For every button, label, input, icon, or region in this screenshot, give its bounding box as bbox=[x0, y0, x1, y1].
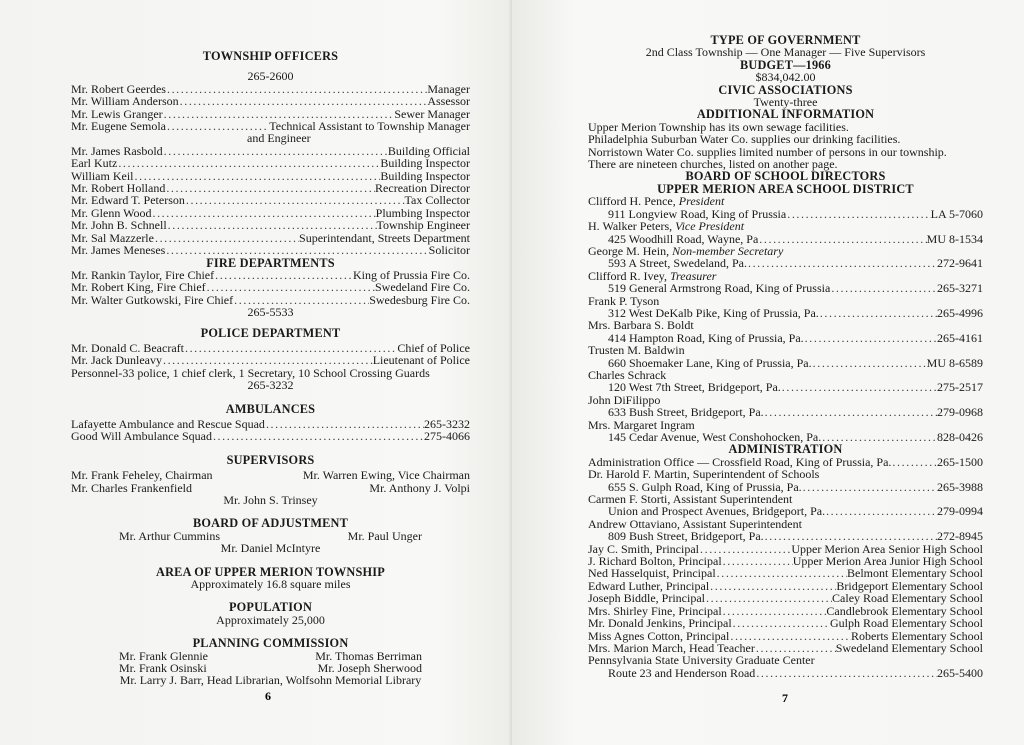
supervisors-row bbox=[71, 469, 470, 481]
dot-leader bbox=[179, 95, 428, 107]
ambulance-row-label: Good Will Ambulance Squad bbox=[71, 429, 212, 444]
additional-info-line: Philadelphia Suburban Water Co. supplies our drinking facilities. bbox=[588, 132, 901, 147]
administrator-address-row-value: 279-0994 bbox=[937, 504, 983, 519]
supervisors-heading: SUPERVISORS bbox=[226, 452, 315, 467]
dot-leader bbox=[265, 418, 424, 430]
principal-row bbox=[588, 567, 983, 579]
spacer bbox=[71, 555, 470, 566]
director-address-row-value: 265-3271 bbox=[937, 281, 983, 296]
dot-leader bbox=[891, 456, 937, 468]
school-district-heading: UPPER MERION AREA SCHOOL DISTRICT bbox=[657, 181, 914, 196]
principal-row-value: Swedeland Elementary School bbox=[835, 640, 983, 655]
officer-row-label: Mr. John B. Schnell bbox=[71, 218, 167, 233]
dot-leader bbox=[165, 244, 428, 256]
government-value: 2nd Class Township — One Manager — Five Supervisors bbox=[645, 45, 926, 60]
dot-leader bbox=[802, 481, 937, 493]
administration-office-row-label: Administration Office — Crossfield Road, King of Prussia, Pa. bbox=[588, 454, 892, 469]
ambulance-row-value: 275-4066 bbox=[424, 429, 470, 444]
police-row-value: Chief of Police bbox=[397, 340, 470, 355]
planning-row-a: Mr. Frank Osinski bbox=[119, 661, 207, 676]
planning-row-b: Mr. Joseph Sherwood bbox=[317, 661, 422, 676]
principal-row-value: Caley Road Elementary School bbox=[832, 591, 983, 606]
ambulance-row-label: Lafayette Ambulance and Rescue Squad bbox=[71, 416, 265, 431]
additional-info-line: Norristown Water Co. supplies limited number of persons in our township. bbox=[588, 144, 947, 159]
principal-row-label: Miss Agnes Cotton, Principal bbox=[588, 628, 730, 643]
page-number-left: 6 bbox=[265, 689, 271, 703]
principal-row-label: Mrs. Shirley Fine, Principal bbox=[588, 603, 722, 618]
director-name: John DiFilippo bbox=[588, 392, 661, 407]
principal-row-value: Upper Merion Area Senior High School bbox=[791, 541, 983, 556]
dot-leader bbox=[134, 170, 381, 182]
director-address-row-value: LA 5-7060 bbox=[930, 206, 983, 221]
officer-row-value: Assessor bbox=[427, 94, 470, 109]
officer-row-label: Mr. Glenn Wood bbox=[71, 205, 152, 220]
principal-row bbox=[588, 617, 983, 629]
officer-row-label: Mr. James Meneses bbox=[71, 243, 166, 258]
area-heading: AREA OF UPPER MERION TOWNSHIP bbox=[156, 564, 385, 579]
principal-row-label: Mrs. Marion March, Head Teacher bbox=[588, 640, 755, 655]
officer-row-label: Mr. William Anderson bbox=[71, 94, 179, 109]
additional-info-line: There are nineteen churches, listed on another page. bbox=[588, 157, 838, 172]
director-address-row-value: 265-4996 bbox=[937, 305, 983, 320]
administrator-address-row-label: 809 Bush Street, Bridgeport, Pa. bbox=[608, 529, 764, 544]
police-personnel: Personnel-33 police, 1 chief clerk, 1 Secretary, 10 School Crossing Guards bbox=[71, 365, 430, 380]
officer-row-value: Tax Collector bbox=[404, 193, 470, 208]
graduate-center-name: Pennsylvania State University Graduate Center bbox=[588, 653, 815, 668]
school-board-heading: BOARD OF SCHOOL DIRECTORS bbox=[685, 169, 886, 184]
dot-leader bbox=[722, 605, 827, 617]
officer-row-value: Plumbing Inspector bbox=[375, 205, 470, 220]
dot-leader bbox=[151, 207, 375, 219]
fire-chief-row bbox=[71, 281, 470, 293]
page-number-right: 7 bbox=[782, 691, 788, 705]
dot-leader bbox=[716, 567, 847, 579]
additional-information-heading: ADDITIONAL INFORMATION bbox=[696, 107, 875, 122]
officer-row bbox=[71, 157, 470, 169]
supervisor-name: Mr. John S. Trinsey bbox=[223, 493, 318, 507]
police-phone: 265-3232 bbox=[247, 378, 294, 393]
director-name: Mrs. Barbara S. Boldt bbox=[588, 318, 694, 333]
dot-leader bbox=[819, 307, 937, 319]
dot-leader bbox=[812, 357, 927, 369]
principal-row-value: Candlebrook Elementary School bbox=[826, 603, 983, 618]
officer-row-value: Superintendant, Streets Department bbox=[299, 230, 470, 245]
director-address-row-value: MU 8-1534 bbox=[926, 231, 983, 246]
dot-leader bbox=[758, 233, 926, 245]
officer-row-value: Technical Assistant to Township Manager bbox=[269, 119, 470, 134]
principal-row-label: Ned Hasselquist, Principal bbox=[588, 566, 716, 581]
administration-office-row-value: 265-1500 bbox=[937, 454, 983, 469]
adjustment-row-b: Mr. Paul Unger bbox=[347, 528, 422, 543]
principal-row-label: J. Richard Bolton, Principal bbox=[588, 554, 722, 569]
officer-row-label: Earl Kutz bbox=[71, 156, 118, 171]
director-address-row-label: 911 Longview Road, King of Prussia bbox=[608, 206, 787, 221]
officer-role-continued: and Engineer bbox=[247, 131, 311, 146]
officer-row-label: Mr. Lewis Granger bbox=[71, 106, 163, 121]
dot-leader bbox=[206, 281, 375, 293]
director-address-row-label: 660 Shoemaker Lane, King of Prussia, Pa. bbox=[608, 355, 812, 370]
administrator-address-row-value: 272-8945 bbox=[937, 529, 983, 544]
principal-row-value: Roberts Elementary School bbox=[851, 628, 983, 643]
officer-row-label: Mr. Edward T. Peterson bbox=[71, 193, 185, 208]
township-officers-phone: 265-2600 bbox=[247, 69, 294, 84]
director-title: Treasurer bbox=[670, 268, 717, 283]
director-name: Mrs. Margaret Ingram bbox=[588, 417, 695, 432]
director-name: George M. Hein, bbox=[588, 243, 670, 258]
administrator-name: Carmen F. Storti, Assistant Superintendent bbox=[588, 492, 793, 507]
police-row bbox=[71, 354, 470, 366]
administrator-address-row-label: 655 S. Gulph Road, King of Prussia, Pa. bbox=[608, 479, 802, 494]
township-officers-heading: TOWNSHIP OFFICERS bbox=[202, 49, 339, 63]
supervisors-row-b: Mr. Anthony J. Volpi bbox=[369, 480, 470, 495]
graduate-center-row-value: 265-5400 bbox=[937, 665, 983, 680]
director-address-row-label: 312 West DeKalb Pike, King of Prussia, Pa. bbox=[608, 305, 819, 320]
director-address-row-value: MU 8-6589 bbox=[926, 355, 983, 370]
board-of-adjustment-heading: BOARD OF ADJUSTMENT bbox=[192, 516, 349, 531]
officer-row-label: Mr. Robert Geerdes bbox=[71, 81, 166, 96]
fire-chief-row-value: Swedesburg Fire Co. bbox=[369, 292, 470, 307]
fire-chief-row-label: Mr. Walter Gutkowski, Fire Chief bbox=[71, 292, 234, 307]
officer-row-value: Building Inspector bbox=[380, 156, 470, 171]
planning-commission-heading: PLANNING COMMISSION bbox=[192, 636, 349, 651]
director-address-row-value: 828-0426 bbox=[937, 430, 983, 444]
right-page-content bbox=[588, 34, 983, 679]
planning-row-b: Mr. Thomas Berriman bbox=[315, 648, 422, 663]
budget-value: $834,042.00 bbox=[755, 70, 816, 85]
dot-leader bbox=[709, 580, 836, 592]
principal-row bbox=[588, 592, 983, 604]
dot-leader bbox=[764, 530, 937, 542]
dot-leader bbox=[764, 406, 937, 418]
officer-row bbox=[71, 95, 470, 107]
director-name-line bbox=[588, 344, 983, 356]
supervisors-row-b: Mr. Warren Ewing, Vice Chairman bbox=[302, 468, 470, 483]
principal-row-label: Jay C. Smith, Principal bbox=[588, 541, 699, 556]
supervisors-row-a: Mr. Charles Frankenfield bbox=[71, 480, 192, 495]
director-name: Clifford R. Ivey, bbox=[588, 268, 667, 283]
graduate-center-row-label: Route 23 and Henderson Road bbox=[608, 665, 756, 680]
dot-leader bbox=[117, 157, 380, 169]
administrator-address-row-value: 265-3988 bbox=[937, 479, 983, 494]
officer-row bbox=[71, 219, 470, 231]
fire-chief-row-value: King of Prussia Fire Co. bbox=[353, 267, 470, 282]
director-name-line bbox=[588, 220, 983, 232]
officer-row-label: Mr. James Rasbold bbox=[71, 143, 163, 158]
civic-associations-heading: CIVIC ASSOCIATIONS bbox=[718, 82, 853, 97]
planning-librarian: Mr. Larry J. Barr, Head Librarian, Wolfsohn Memorial Library bbox=[119, 673, 422, 688]
officer-row-value: Sewer Manager bbox=[394, 106, 470, 121]
additional-info-line: Upper Merion Township has its own sewage facilities. bbox=[588, 119, 849, 134]
right-page bbox=[512, 0, 1024, 745]
fire-departments-heading: FIRE DEPARTMENTS bbox=[206, 255, 335, 270]
director-address-row-value: 265-4161 bbox=[937, 330, 983, 345]
dot-leader bbox=[755, 667, 937, 679]
dot-leader bbox=[185, 194, 405, 206]
dot-leader bbox=[166, 83, 427, 95]
principal-row-value: Gulph Road Elementary School bbox=[830, 616, 983, 631]
director-title: Vice President bbox=[675, 219, 745, 234]
dot-leader bbox=[184, 342, 397, 354]
budget-heading: BUDGET—1966 bbox=[739, 57, 832, 72]
administrator-address-row-label: Union and Prospect Avenues, Bridgeport, Pa. bbox=[608, 504, 826, 519]
officer-row-value: Building Official bbox=[387, 143, 470, 158]
population-heading: POPULATION bbox=[228, 600, 313, 615]
dot-leader bbox=[162, 354, 373, 366]
dot-leader bbox=[163, 145, 388, 157]
officer-row bbox=[71, 194, 470, 206]
principal-row-value: Belmont Elementary School bbox=[847, 566, 983, 581]
director-name: Clifford H. Pence, bbox=[588, 194, 676, 209]
administrator-address-row bbox=[588, 530, 983, 542]
police-department-heading: POLICE DEPARTMENT bbox=[200, 325, 341, 340]
principal-row-label: Joseph Biddle, Principal bbox=[588, 591, 705, 606]
police-row-label: Mr. Donald C. Beacraft bbox=[71, 340, 184, 355]
spacer bbox=[71, 392, 470, 403]
dot-leader bbox=[167, 219, 377, 231]
director-address-row-label: 593 A Street, Swedeland, Pa. bbox=[608, 256, 747, 271]
officer-row-value: Recreation Director bbox=[375, 181, 470, 196]
director-name: Charles Schrack bbox=[588, 367, 667, 382]
officer-row bbox=[71, 244, 470, 256]
director-title: Non-member Secretary bbox=[672, 243, 784, 258]
director-address-row-value: 272-9641 bbox=[937, 256, 983, 271]
police-row-label: Mr. Jack Dunleavy bbox=[71, 353, 162, 368]
director-address-row-label: 633 Bush Street, Bridgeport, Pa. bbox=[608, 405, 764, 420]
director-address-row-label: 519 General Armstrong Road, King of Prussia bbox=[608, 281, 831, 296]
officer-row-value: Township Engineer bbox=[376, 218, 470, 233]
director-name: Trusten M. Baldwin bbox=[588, 343, 685, 358]
graduate-center-row bbox=[588, 667, 983, 679]
officer-row-label: Mr. Sal Mazzerle bbox=[71, 230, 154, 245]
supervisors-row-a: Mr. Frank Feheley, Chairman bbox=[71, 468, 213, 483]
officer-row-value: Manager bbox=[427, 81, 470, 96]
director-address-row-label: 414 Hampton Road, King of Prussia, Pa. bbox=[608, 330, 804, 345]
principal-row-value: Upper Merion Area Junior High School bbox=[792, 554, 983, 569]
dot-leader bbox=[732, 617, 830, 629]
left-page-content bbox=[71, 50, 470, 687]
director-name-line bbox=[588, 195, 983, 207]
dot-leader bbox=[804, 332, 937, 344]
dot-leader bbox=[781, 381, 937, 393]
fire-chief-row-label: Mr. Robert King, Fire Chief bbox=[71, 280, 206, 295]
director-address-row-label: 425 Woodhill Road, Wayne, Pa bbox=[608, 231, 759, 246]
police-row-value: Lieutenant of Police bbox=[372, 353, 470, 368]
fire-chief-row-value: Swedeland Fire Co. bbox=[375, 280, 470, 295]
ambulances-heading: AMBULANCES bbox=[225, 401, 316, 416]
director-name: Frank P. Tyson bbox=[588, 293, 660, 308]
officer-row-label: Mr. Eugene Semola bbox=[71, 119, 166, 134]
dot-leader bbox=[825, 505, 937, 517]
civic-value: Twenty-three bbox=[753, 95, 818, 110]
dot-leader bbox=[722, 555, 793, 567]
ambulance-row-value: 265-3232 bbox=[424, 416, 470, 431]
administrator-name: Dr. Harold F. Martin, Superintendent of Schools bbox=[588, 467, 820, 482]
dot-leader bbox=[212, 430, 424, 442]
director-name-line bbox=[588, 319, 983, 331]
dot-leader bbox=[214, 269, 353, 281]
dot-leader bbox=[830, 282, 937, 294]
dot-leader bbox=[747, 257, 937, 269]
fire-chief-row-label: Mr. Rankin Taylor, Fire Chief bbox=[71, 267, 215, 282]
principal-row-label: Edward Luther, Principal bbox=[588, 578, 710, 593]
dot-leader bbox=[154, 232, 299, 244]
dot-leader bbox=[705, 592, 832, 604]
officer-row-label: Mr. Robert Holland bbox=[71, 181, 166, 196]
principal-row-label: Mr. Donald Jenkins, Principal bbox=[588, 616, 732, 631]
type-of-government-heading: TYPE OF GOVERNMENT bbox=[710, 33, 861, 47]
director-title: President bbox=[678, 194, 725, 209]
officer-row-value: Building Inspector bbox=[380, 168, 470, 183]
director-address-row-value: 279-0968 bbox=[937, 405, 983, 420]
principal-row-value: Bridgeport Elementary School bbox=[836, 578, 983, 593]
director-address-row-label: 145 Cedar Avenue, West Conshohocken, Pa. bbox=[608, 430, 822, 444]
director-address-row-label: 120 West 7th Street, Bridgeport, Pa. bbox=[608, 380, 781, 395]
population-value: Approximately 25,000 bbox=[216, 612, 325, 627]
ambulance-row bbox=[71, 430, 470, 442]
area-value: Approximately 16.8 square miles bbox=[190, 577, 351, 592]
dot-leader bbox=[165, 182, 375, 194]
dot-leader bbox=[786, 208, 930, 220]
administrator-address-row bbox=[588, 505, 983, 517]
fire-phone: 265-5533 bbox=[247, 305, 294, 320]
director-address-row-value: 275-2517 bbox=[937, 380, 983, 395]
director-name: H. Walker Peters, bbox=[588, 219, 673, 234]
adjustment-name: Mr. Daniel McIntyre bbox=[220, 541, 321, 556]
officer-row-label: William Keil bbox=[71, 168, 134, 183]
planning-row-a: Mr. Frank Glennie bbox=[119, 648, 208, 663]
administration-heading: ADMINISTRATION bbox=[728, 442, 843, 457]
officer-row-value: Solicitor bbox=[428, 243, 470, 258]
adjustment-row-a: Mr. Arthur Cummins bbox=[119, 528, 221, 543]
administrator-name: Andrew Ottaviano, Assistant Superintendent bbox=[588, 516, 802, 531]
